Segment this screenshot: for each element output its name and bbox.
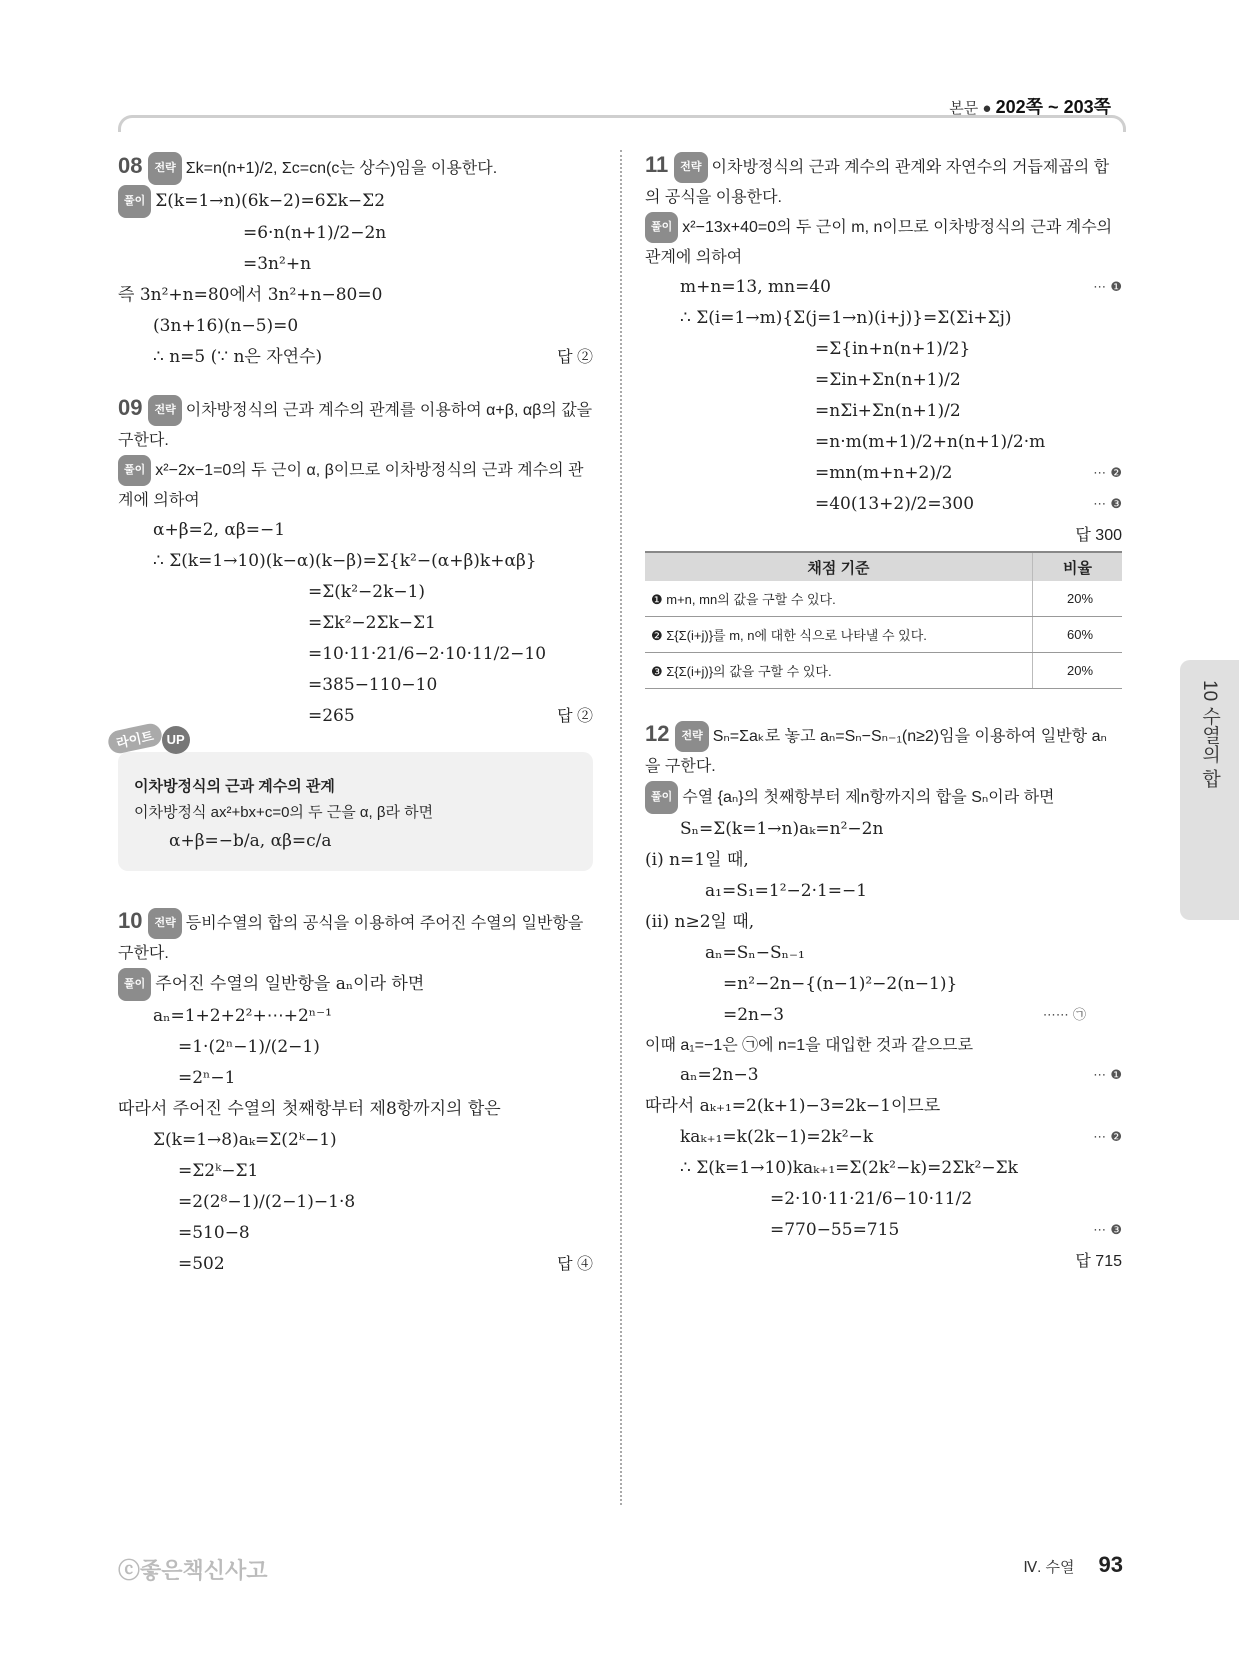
solution-tag: 풀이 xyxy=(118,968,151,1001)
math-line: kaₖ₊₁=k(2k−1)=2k²−k xyxy=(680,1127,874,1147)
math-line: Σ(k=1→8)aₖ=Σ(2ᵏ−1) xyxy=(153,1130,337,1150)
tip-badge: 라이트 UP xyxy=(108,726,190,754)
ratio-header: 비율 xyxy=(1033,552,1123,581)
solution-tag: 풀이 xyxy=(645,212,678,243)
math-line: =3n²+n xyxy=(243,254,312,274)
math-line: x²−2x−1=0의 두 근이 α, β이므로 이차방정식의 근과 계수의 관계에 의하여 xyxy=(118,462,584,509)
math-line: 따라서 주어진 수열의 첫째항부터 제8항까지의 합은 xyxy=(118,1099,501,1119)
math-line: =Σ2ᵏ−Σ1 xyxy=(178,1161,259,1181)
math-line: =Σk²−2Σk−Σ1 xyxy=(308,613,436,633)
strategy-tag: 전략 xyxy=(675,721,708,752)
step-marker: ⋯ ❶ xyxy=(1093,1068,1122,1083)
solution-tag: 풀이 xyxy=(645,781,678,814)
solution-tag: 풀이 xyxy=(118,185,151,218)
strategy-tag: 전략 xyxy=(148,152,181,185)
math-line: ∴ Σ(i=1→m){Σ(j=1→n)(i+j)}=Σ(Σi+Σj) xyxy=(680,308,1012,328)
math-line: =2·10·11·21/6−10·11/2 xyxy=(770,1189,973,1209)
math-line: =1·(2ⁿ−1)/(2−1) xyxy=(178,1037,320,1057)
math-line: =770−55=715 xyxy=(770,1220,900,1240)
answer: 답 ④ xyxy=(557,1256,593,1273)
problem-number: 08 xyxy=(118,153,143,178)
step-marker: ⋯ ❶ xyxy=(1093,280,1122,295)
problem-number: 12 xyxy=(645,721,670,746)
math-line: 이때 a₁=−1은 ㉠에 n=1을 대입한 것과 같으므로 xyxy=(645,1037,974,1054)
math-line: α+β=2, αβ=−1 xyxy=(153,520,286,540)
math-line: 즉 3n²+n=80에서 3n²+n−80=0 xyxy=(118,285,383,305)
answer: 답 715 xyxy=(1075,1253,1122,1270)
problem-09 xyxy=(118,393,593,732)
math-line: =Σin+Σn(n+1)/2 xyxy=(815,370,961,390)
step-marker: ⋯ ❷ xyxy=(1093,466,1122,481)
math-line: =6·n(n+1)/2−2n xyxy=(243,223,387,243)
math-line: =nΣi+Σn(n+1)/2 xyxy=(815,401,961,421)
strategy-tag: 전략 xyxy=(674,152,707,183)
criteria-header: 채점 기준 xyxy=(645,552,1033,581)
math-line: m+n=13, mn=40 xyxy=(680,277,831,297)
tip-body: 이차방정식 ax²+bx+c=0의 두 근을 α, β라 하면 xyxy=(134,804,434,821)
math-line: (3n+16)(n−5)=0 xyxy=(153,316,299,336)
strategy-text: Sₙ=Σaₖ로 놓고 aₙ=Sₙ−Sₙ₋₁(n≥2)임을 이용하여 일반항 aₙ을 구한다. xyxy=(645,728,1107,775)
math-line: =Σ(k²−2k−1) xyxy=(308,582,426,602)
math-line: =2(2⁸−1)/(2−1)−1·8 xyxy=(178,1192,356,1212)
strategy-tag: 전략 xyxy=(148,908,181,939)
strategy-tag: 전략 xyxy=(148,395,181,426)
top-border xyxy=(118,115,1126,132)
table-row: ❷ Σ{Σ(i+j)}를 m, n에 대한 식으로 나타낼 수 있다. 60% xyxy=(645,617,1122,653)
strategy-text: 이차방정식의 근과 계수의 관계를 이용하여 α+β, αβ의 값을 구한다. xyxy=(118,402,593,449)
solution-tag: 풀이 xyxy=(118,455,151,486)
left-column xyxy=(115,150,593,1300)
math-line: =mn(m+n+2)/2 xyxy=(815,463,953,483)
math-line: ∴ n=5 (∵ n은 자연수) xyxy=(153,347,323,367)
answer: 답 300 xyxy=(1075,527,1122,544)
math-line: aₙ=1+2+2²+⋯+2ⁿ⁻¹ xyxy=(153,1006,332,1026)
math-line: x²−13x+40=0의 두 근이 m, n이므로 이차방정식의 근과 계수의 관계에 의하여 xyxy=(645,219,1113,266)
problem-12 xyxy=(645,719,1122,1270)
math-line: Sₙ=Σ(k=1→n)aₖ=n²−2n xyxy=(680,819,884,839)
equation-marker: ⋯⋯ ㉠ xyxy=(1042,1008,1086,1023)
step-marker: ⋯ ❸ xyxy=(1093,497,1122,512)
math-line: =385−110−10 xyxy=(308,675,438,695)
math-line: a₁=S₁=1²−2·1=−1 xyxy=(705,881,868,901)
tip-box xyxy=(115,728,593,871)
grading-criteria-table xyxy=(645,551,1122,689)
strategy-text: Σk=n(n+1)/2, Σc=cn(c는 상수)임을 이용한다. xyxy=(185,160,498,177)
math-line: aₙ=2n−3 xyxy=(680,1065,759,1085)
math-line: =40(13+2)/2=300 xyxy=(815,494,975,514)
math-line: =n·m(m+1)/2+n(n+1)/2·m xyxy=(815,432,1046,452)
chapter-side-tab: 10 수열의 합 xyxy=(1180,660,1239,920)
math-line: =n²−2n−{(n−1)²−2(n−1)} xyxy=(723,974,958,994)
math-line: =2ⁿ−1 xyxy=(178,1068,236,1088)
column-divider xyxy=(620,150,622,1505)
math-line: 따라서 aₖ₊₁=2(k+1)−3=2k−1이므로 xyxy=(645,1096,941,1116)
math-line: aₙ=Sₙ−Sₙ₋₁ xyxy=(705,943,805,963)
math-line: 주어진 수열의 일반항을 aₙ이라 하면 xyxy=(155,974,425,994)
problem-11 xyxy=(645,150,1122,689)
problem-08 xyxy=(118,150,593,373)
math-line: =510−8 xyxy=(178,1223,250,1243)
strategy-text: 등비수열의 합의 공식을 이용하여 주어진 수열의 일반항을 구한다. xyxy=(118,915,584,962)
math-line: (ⅰ) n=1일 때, xyxy=(645,850,749,870)
page-number: 93 xyxy=(1098,1552,1123,1577)
math-line: =502 xyxy=(178,1254,225,1274)
math-line: ∴ Σ(k=1→10)(k−α)(k−β)=Σ{k²−(α+β)k+αβ} xyxy=(153,551,537,571)
step-marker: ⋯ ❸ xyxy=(1093,1223,1122,1238)
math-line: =Σ{in+n(n+1)/2} xyxy=(815,339,971,359)
math-line: (ⅱ) n≥2일 때, xyxy=(645,912,755,932)
math-line: 수열 {aₙ}의 첫째항부터 제n항까지의 합을 Sₙ이라 하면 xyxy=(682,789,1055,806)
table-row: ❶ m+n, mn의 값을 구할 수 있다. 20% xyxy=(645,581,1122,617)
math-line: =265 xyxy=(308,706,355,726)
problem-number: 09 xyxy=(118,395,143,420)
problem-number: 10 xyxy=(118,908,143,933)
publisher-logo: ⓒ좋은책신사고 xyxy=(118,1558,268,1583)
math-line: =10·11·21/6−2·10·11/2−10 xyxy=(308,644,547,664)
answer: 답 ② xyxy=(557,708,593,725)
math-line: Σ(k=1→n)(6k−2)=6Σk−Σ2 xyxy=(155,191,386,211)
problem-number: 11 xyxy=(645,152,669,177)
problem-10 xyxy=(118,906,593,1280)
tip-title: 이차방정식의 근과 계수의 관계 xyxy=(134,778,335,795)
section-label: Ⅳ. 수열 xyxy=(1023,1559,1075,1576)
math-line: ∴ Σ(k=1→10)kaₖ₊₁=Σ(2k²−k)=2Σk²−Σk xyxy=(680,1158,1018,1178)
answer: 답 ② xyxy=(557,349,593,366)
math-line: =2n−3 xyxy=(723,1005,785,1025)
page-reference: 본문 ● 202쪽 ~ 203쪽 xyxy=(949,97,1111,117)
strategy-text: 이차방정식의 근과 계수의 관계와 자연수의 거듭제곱의 합의 공식을 이용한다. xyxy=(645,159,1110,206)
step-marker: ⋯ ❷ xyxy=(1093,1130,1122,1145)
right-column xyxy=(645,150,1122,1277)
tip-formula: α+β=−b/a, αβ=c/a xyxy=(169,831,332,851)
footer-page-info xyxy=(1023,1552,1123,1578)
table-row: ❸ Σ{Σ(i+j)}의 값을 구할 수 있다. 20% xyxy=(645,653,1122,689)
